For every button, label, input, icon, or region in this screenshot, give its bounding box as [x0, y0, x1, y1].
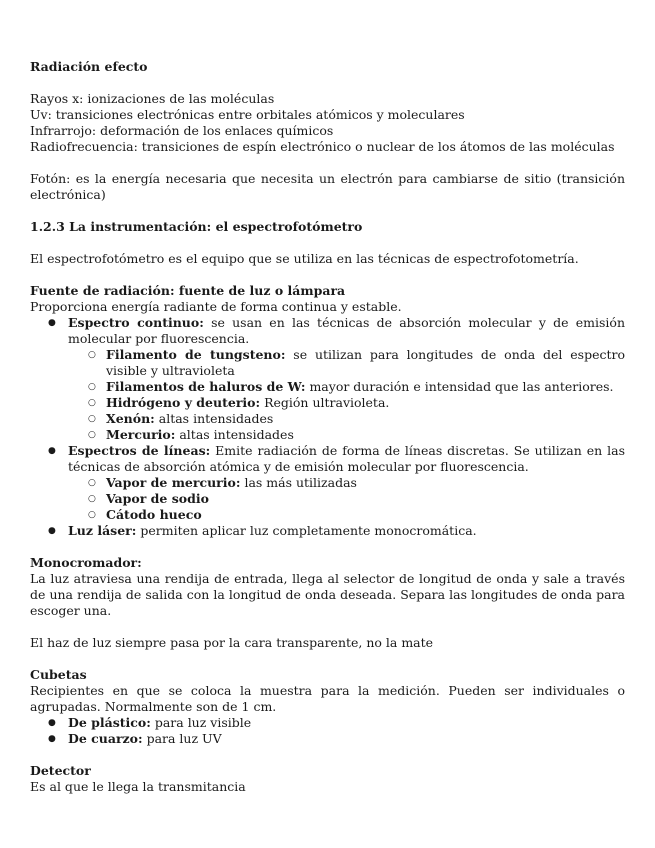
list-item: ○ Cátodo hueco [68, 507, 625, 523]
sub-list [68, 347, 625, 443]
haz-note: El haz de luz siempre pasa por la cara transparente, no la mate [30, 635, 434, 650]
instrumentacion-intro: El espectrofotómetro es el equipo que se utiliza en las técnicas de espectrofotometría. [30, 251, 579, 266]
list-item: ● Espectros de líneas: Emite radiación de forma de líneas discretas. Se utilizan en las técnicas de absorción atómica y de emisión molecular por fluorescencia. ○ Vapor de mercurio: las más utilizadas ○ Vapor de sodio ○ Cátodo hueco [30, 443, 625, 523]
list-item: ○ Xenón: altas intensidades [68, 411, 625, 427]
radiation-line: Rayos x: ionizaciones de las moléculas [30, 91, 275, 106]
detector-title: Detector [30, 763, 91, 778]
sub-list [68, 475, 625, 523]
list-item: ○ Filamento de tungsteno: se utilizan para longitudes de onda del espectro visible y ultravioleta [68, 347, 625, 379]
list-item: ○ Hidrógeno y deuterio: Región ultravioleta. [68, 395, 625, 411]
section-title-radiacion: Radiación efecto [30, 59, 148, 74]
list-item: ○ Vapor de mercurio: las más utilizadas [68, 475, 625, 491]
list-item: ○ Mercurio: altas intensidades [68, 427, 625, 443]
radiation-line: Radiofrecuencia: transiciones de espín electrónico o nuclear de los átomos de las moléculas [30, 139, 615, 154]
monocromador-text: La luz atraviesa una rendija de entrada, llega al selector de longitud de onda y sale a través de una rendija de salida con la longitud de onda deseada. Separa las longitudes de onda para escoger una. [30, 571, 625, 618]
cubetas-list [30, 715, 625, 747]
list-item: ● Luz láser: permiten aplicar luz completamente monocromática. [30, 523, 625, 539]
cubetas-text: Recipientes en que se coloca la muestra para la medición. Pueden ser individuales o agrupadas. Normalmente son de 1 cm. [30, 683, 625, 714]
radiation-line: Infrarrojo: deformación de los enlaces químicos [30, 123, 334, 138]
list-item: ● Espectro continuo: se usan en las técnicas de absorción molecular y de emisión molecular por fluorescencia. ○ Filamento de tungsteno: se utilizan para longitudes de onda del espectro visible y ultravioleta ○ Filamentos de haluros de W: mayor duración e intensidad que las anteriores. ○ Hidrógeno y deuterio: Región ultravioleta. ○ Xenón: altas intensidades ○ Mercurio: altas intensidades [30, 315, 625, 443]
list-item: ○ Filamentos de haluros de W: mayor duración e intensidad que las anteriores. [68, 379, 625, 395]
fuente-title: Fuente de radiación: fuente de luz o lámpara [30, 283, 346, 298]
list-item: ● De cuarzo: para luz UV [30, 731, 625, 747]
list-item: ● De plástico: para luz visible [30, 715, 625, 731]
list-item: ○ Vapor de sodio [68, 491, 625, 507]
fuente-intro: Proporciona energía radiante de forma continua y estable. [30, 299, 402, 314]
cubetas-title: Cubetas [30, 667, 87, 682]
detector-text: Es al que le llega la transmitancia [30, 779, 246, 794]
monocromador-title: Monocromador: [30, 555, 142, 570]
section-title-instrumentacion: 1.2.3 La instrumentación: el espectrofotómetro [30, 219, 363, 234]
foton-definition: Fotón: es la energía necesaria que necesita un electrón para cambiarse de sitio (transición electrónica) [30, 171, 625, 202]
radiation-line: Uv: transiciones electrónicas entre orbitales atómicos y moleculares [30, 107, 465, 122]
fuente-list [30, 315, 625, 539]
